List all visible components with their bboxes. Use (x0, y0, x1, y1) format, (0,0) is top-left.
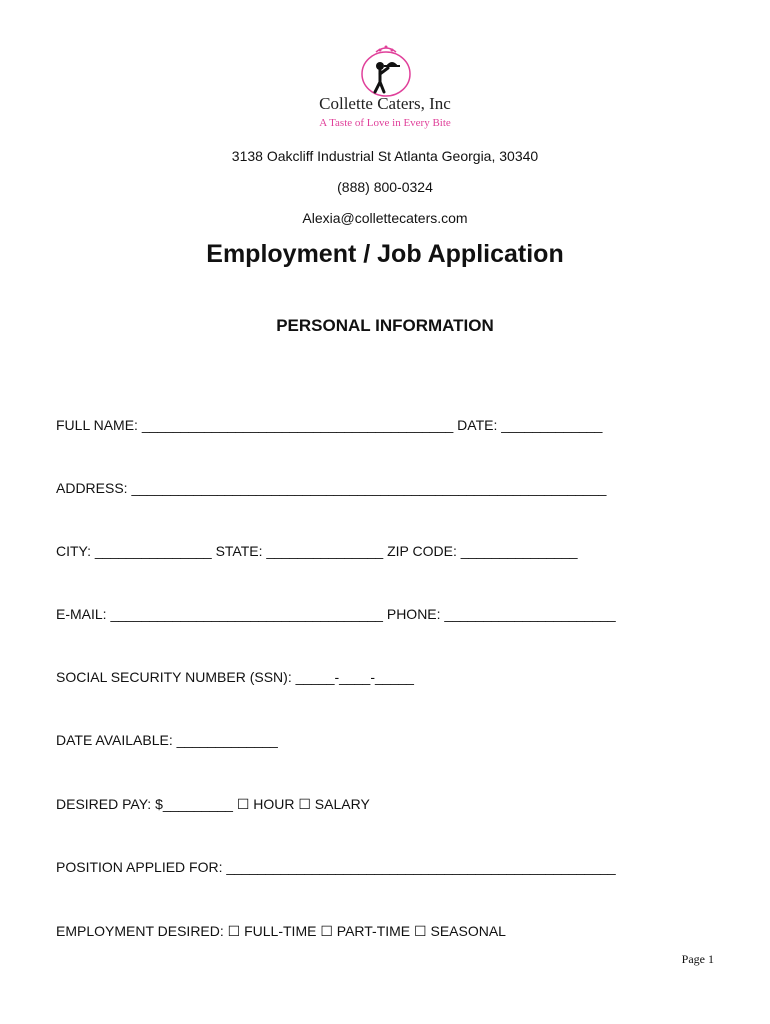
company-email: Alexia@collettecaters.com (302, 210, 468, 226)
company-phone: (888) 800-0324 (337, 179, 433, 195)
ssn-field: SOCIAL SECURITY NUMBER (SSN): _____-____-_____ (56, 669, 414, 685)
company-tagline: A Taste of Love in Every Bite (319, 117, 451, 129)
date-available-field: DATE AVAILABLE: _____________ (56, 732, 278, 748)
address-field: ADDRESS: _____________________________________________________________ (56, 480, 607, 496)
document-title: Employment / Job Application (206, 240, 564, 268)
employment-desired-field: EMPLOYMENT DESIRED: ☐ FULL-TIME ☐ PART-TIME ☐ SEASONAL (56, 923, 506, 939)
company-name: Collette Caters, Inc (319, 94, 451, 113)
desired-pay-field: DESIRED PAY: $_________ ☐ HOUR ☐ SALARY (56, 796, 370, 812)
page-number: Page 1 (681, 952, 714, 966)
company-address: 3138 Oakcliff Industrial St Atlanta Georgia, 30340 (231, 148, 539, 164)
email-phone-field: E-MAIL: ___________________________________ PHONE: ______________________ (56, 606, 616, 622)
city-state-zip-field: CITY: _______________ STATE: _______________ ZIP CODE: _______________ (56, 543, 578, 559)
position-applied-field: POSITION APPLIED FOR: __________________________________________________ (56, 859, 616, 875)
section-title: PERSONAL INFORMATION (276, 316, 494, 335)
full-name-date-field: FULL NAME: ________________________________________ DATE: _____________ (56, 417, 603, 433)
